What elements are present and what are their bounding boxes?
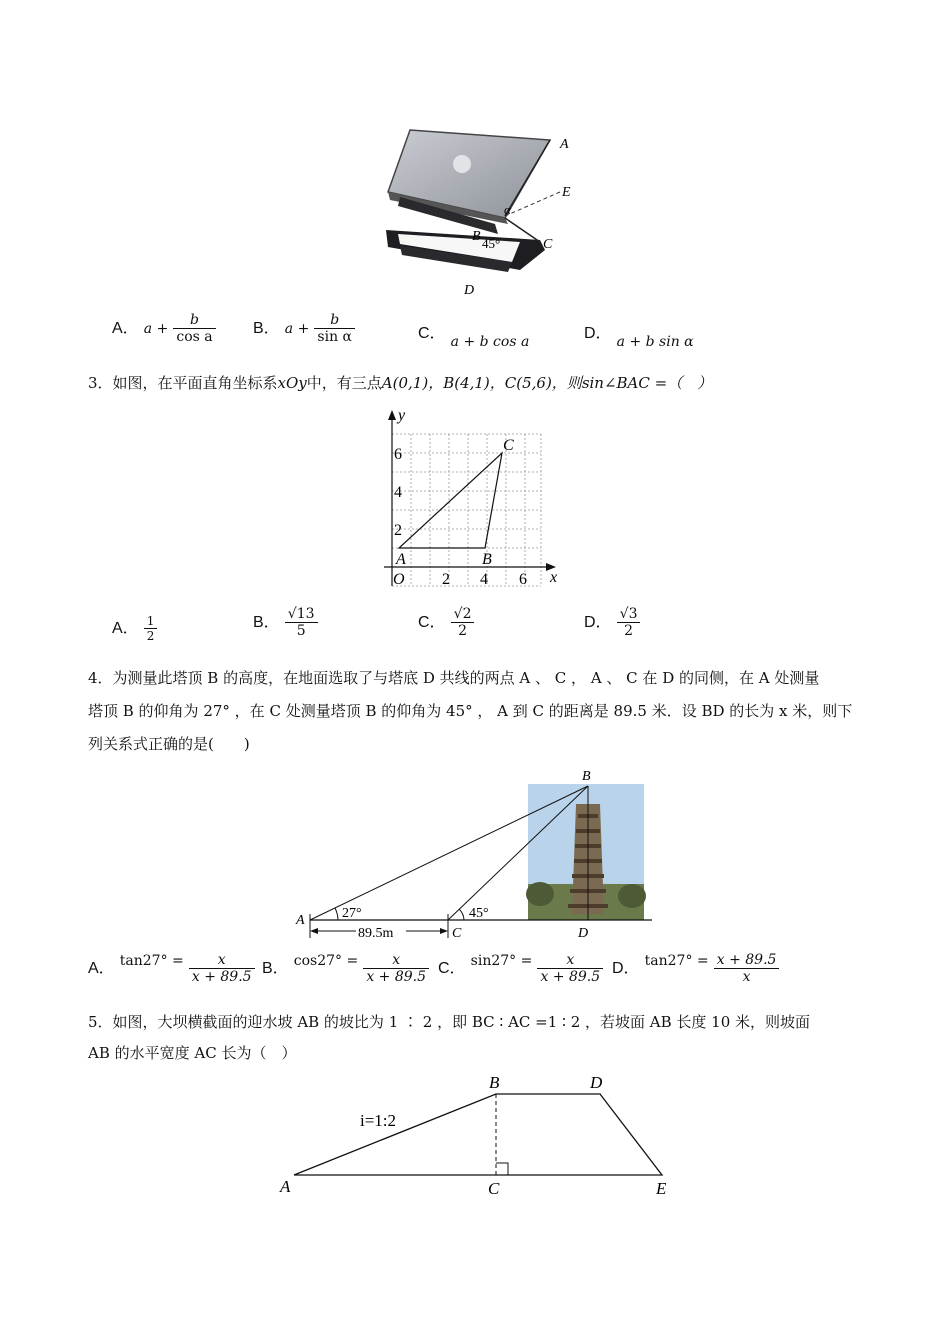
q2-option-c xyxy=(418,323,530,350)
label-C: C xyxy=(488,1179,500,1198)
expr-prefix: a + xyxy=(284,321,310,337)
option-letter: B． xyxy=(253,320,280,337)
label-D: D xyxy=(578,926,589,941)
fraction: $\frac{x}{x + 89.5}$ xyxy=(189,952,255,985)
label-45deg: 45° xyxy=(482,236,501,251)
slope-ratio-label: i=1:2 xyxy=(360,1111,397,1130)
option-letter: A． xyxy=(112,620,139,637)
q4-option-b xyxy=(262,952,429,985)
q3-xoy: xOy xyxy=(277,374,307,392)
q2-option-d xyxy=(584,323,694,350)
trig-fn: tan27° = xyxy=(644,953,709,969)
expr: a + b cos a xyxy=(450,334,530,350)
point-B-label: B xyxy=(482,551,492,568)
label-E: E xyxy=(562,185,571,200)
option-letter: B． xyxy=(253,614,280,631)
q3-points: A(0,1)，B(4,1)，C(5,6)，则 xyxy=(381,374,582,392)
expr-prefix: a + xyxy=(143,321,169,337)
option-letter: B． xyxy=(262,960,289,977)
label-D: D xyxy=(590,1073,603,1092)
x-tick-6: 6 xyxy=(519,571,527,588)
point-A-label: A xyxy=(396,551,406,568)
label-A: A xyxy=(560,137,569,152)
fraction: $\frac{1}{2}$ xyxy=(144,614,158,643)
x-tick-4: 4 xyxy=(480,571,488,588)
fraction: $\frac{b}{\text{sin α}}$ xyxy=(314,312,355,345)
q4-option-d xyxy=(612,952,779,985)
label-alpha: α xyxy=(504,202,511,217)
axis-x-label: x xyxy=(550,569,558,586)
fraction: $\frac{x + 89.5}{x}$ xyxy=(714,952,780,985)
laptop-stand-figure xyxy=(380,122,580,300)
label-B: B xyxy=(489,1073,500,1092)
option-letter: C． xyxy=(418,614,446,631)
q3-ask: sin∠BAC =（ ） xyxy=(581,374,713,392)
fraction: $\frac{√13}{5}$ xyxy=(285,606,318,639)
y-tick-6: 6 xyxy=(394,446,402,463)
label-B: B xyxy=(472,229,481,244)
option-letter: D． xyxy=(584,614,612,631)
label-A: A xyxy=(280,1177,291,1196)
x-tick-2: 2 xyxy=(442,571,450,588)
option-letter: C． xyxy=(438,960,466,977)
label-D: D xyxy=(464,283,475,298)
option-letter: C． xyxy=(418,325,446,342)
trig-fn: tan27° = xyxy=(119,953,184,969)
option-letter: A． xyxy=(112,320,139,337)
tower-figure xyxy=(292,764,654,942)
q3-option-d xyxy=(584,606,640,639)
label-C: C xyxy=(543,237,553,252)
q3-coordinate-figure xyxy=(384,402,564,592)
q4-option-c xyxy=(438,952,603,985)
q4-line1: 4．为测量此塔顶 B 的高度，在地面选取了与塔底 D 共线的两点 A 、 C ， A 、 C 在 D 的同侧，在 A 处测量 xyxy=(88,669,820,687)
q3-option-c xyxy=(418,606,474,639)
q3-stem xyxy=(88,373,712,393)
q4-line3: 列关系式正确的是( ) xyxy=(88,735,250,753)
fraction: $\frac{x}{x + 89.5}$ xyxy=(363,952,429,985)
option-letter: D． xyxy=(584,325,612,342)
expr: a + b sin α xyxy=(616,334,694,350)
fraction: $\frac{√2}{2}$ xyxy=(451,606,475,639)
label-angle-45: 45° xyxy=(469,906,489,921)
q4-line2: 塔顶 B 的仰角为 27° ，在 C 处测量塔顶 B 的仰角为 45° ， A 到 C 的距离是 89.5 米．设 BD 的长为 x 米，则下 xyxy=(88,702,853,720)
dam-figure xyxy=(276,1068,676,1208)
q3-option-b xyxy=(253,606,318,639)
trig-fn: sin27° = xyxy=(470,953,533,969)
fraction: $\frac{x}{x + 89.5}$ xyxy=(537,952,603,985)
label-B: B xyxy=(582,769,591,784)
option-letter: A． xyxy=(88,960,115,977)
label-distance: 89.5m xyxy=(358,926,394,941)
q5-line2: AB 的水平宽度 AC 长为（ ） xyxy=(88,1044,297,1062)
fraction: $\frac{b}{\text{cos a}}$ xyxy=(173,312,215,345)
trig-fn: cos27° = xyxy=(293,953,359,969)
label-E: E xyxy=(656,1179,667,1198)
origin-label: O xyxy=(393,571,405,588)
y-tick-4: 4 xyxy=(394,484,402,501)
label-angle-27: 27° xyxy=(342,906,362,921)
option-letter: D． xyxy=(612,960,640,977)
q5-line1: 5．如图，大坝横截面的迎水坡 AB 的坡比为 1 ∶ 2 ，即 BC ∶ AC =1 ∶ 2 ，若坡面 AB 长度 10 米，则坡面 xyxy=(88,1013,811,1031)
q2-option-b xyxy=(253,312,355,345)
axis-y-label: y xyxy=(398,407,406,424)
q3-text-mid: 中，有三点 xyxy=(306,374,382,392)
q3-option-a xyxy=(112,614,157,643)
q3-text-before: 3．如图，在平面直角坐标系 xyxy=(88,374,278,392)
q2-option-a xyxy=(112,312,216,345)
label-C: C xyxy=(452,926,462,941)
fraction: $\frac{√3}{2}$ xyxy=(617,606,641,639)
q4-option-a xyxy=(88,952,255,985)
y-tick-2: 2 xyxy=(394,522,402,539)
point-C-label: C xyxy=(503,437,514,454)
label-A: A xyxy=(296,913,305,928)
